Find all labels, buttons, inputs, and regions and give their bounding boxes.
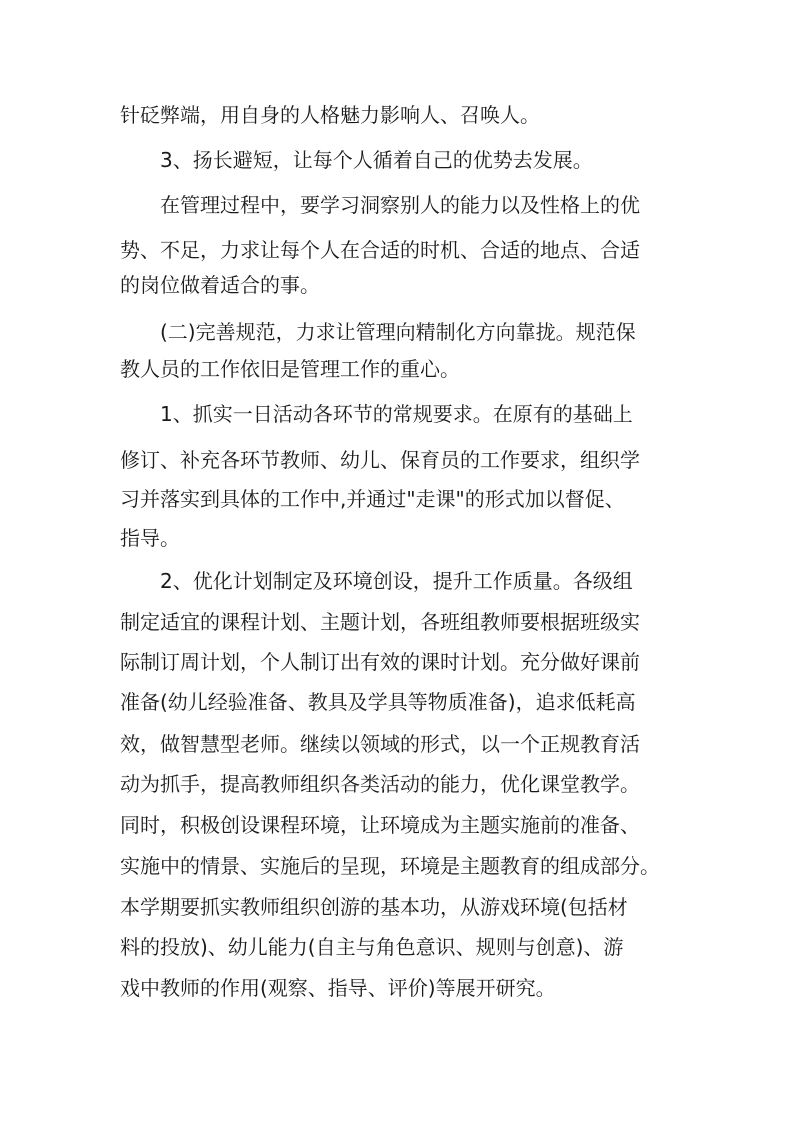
- text-line: 戏中教师的作用(观察、指导、评价)等展开研究。: [120, 976, 556, 1000]
- text-line: 1、抓实一日活动各环节的常规要求。在原有的基础上: [160, 402, 633, 426]
- text-line: 针砭弊端，用自身的人格魅力影响人、召唤人。: [120, 103, 540, 127]
- text-line: 动为抓手，提高教师组织各类活动的能力，优化课堂教学。: [120, 772, 640, 796]
- text-line: (二)完善规范，力求让管理向精制化方向靠拢。规范保: [160, 320, 636, 344]
- text-line: 指导。: [120, 526, 180, 550]
- text-line: 准备(幼儿经验准备、教具及学具等物质准备)，追求低耗高: [120, 690, 636, 714]
- text-line: 2、优化计划制定及环境创设，提升工作质量。各级组: [160, 569, 633, 593]
- text-line: 修订、补充各环节教师、幼儿、保育员的工作要求，组织学: [120, 448, 640, 472]
- text-line: 制定适宜的课程计划、主题计划，各班组教师要根据班级实: [120, 610, 640, 634]
- text-line: 在管理过程中，要学习洞察别人的能力以及性格上的优: [160, 193, 640, 217]
- text-line: 效，做智慧型老师。继续以领域的形式，以一个正规教育活: [120, 732, 640, 756]
- text-line: 习并落实到具体的工作中,并通过"走课"的形式加以督促、: [120, 487, 625, 511]
- text-line: 同时，积极创设课程环境，让环境成为主题实施前的准备、: [120, 813, 640, 837]
- text-line: 教人员的工作依旧是管理工作的重心。: [120, 357, 460, 381]
- text-line: 势、不足，力求让每个人在合适的时机、合适的地点、合适: [120, 238, 640, 262]
- text-line: 本学期要抓实教师组织创游的基本功，从游戏环境(包括材: [120, 895, 628, 919]
- text-line: 3、扬长避短，让每个人循着自己的优势去发展。: [160, 148, 593, 172]
- text-line: 际制订周计划，个人制订出有效的课时计划。充分做好课前: [120, 650, 640, 674]
- text-line: 料的投放)、幼儿能力(自主与角色意识、规则与创意)、游: [120, 935, 624, 959]
- text-line: 实施中的情景、实施后的呈现，环境是主题教育的组成部分。: [120, 854, 660, 878]
- text-line: 的岗位做着适合的事。: [120, 273, 320, 297]
